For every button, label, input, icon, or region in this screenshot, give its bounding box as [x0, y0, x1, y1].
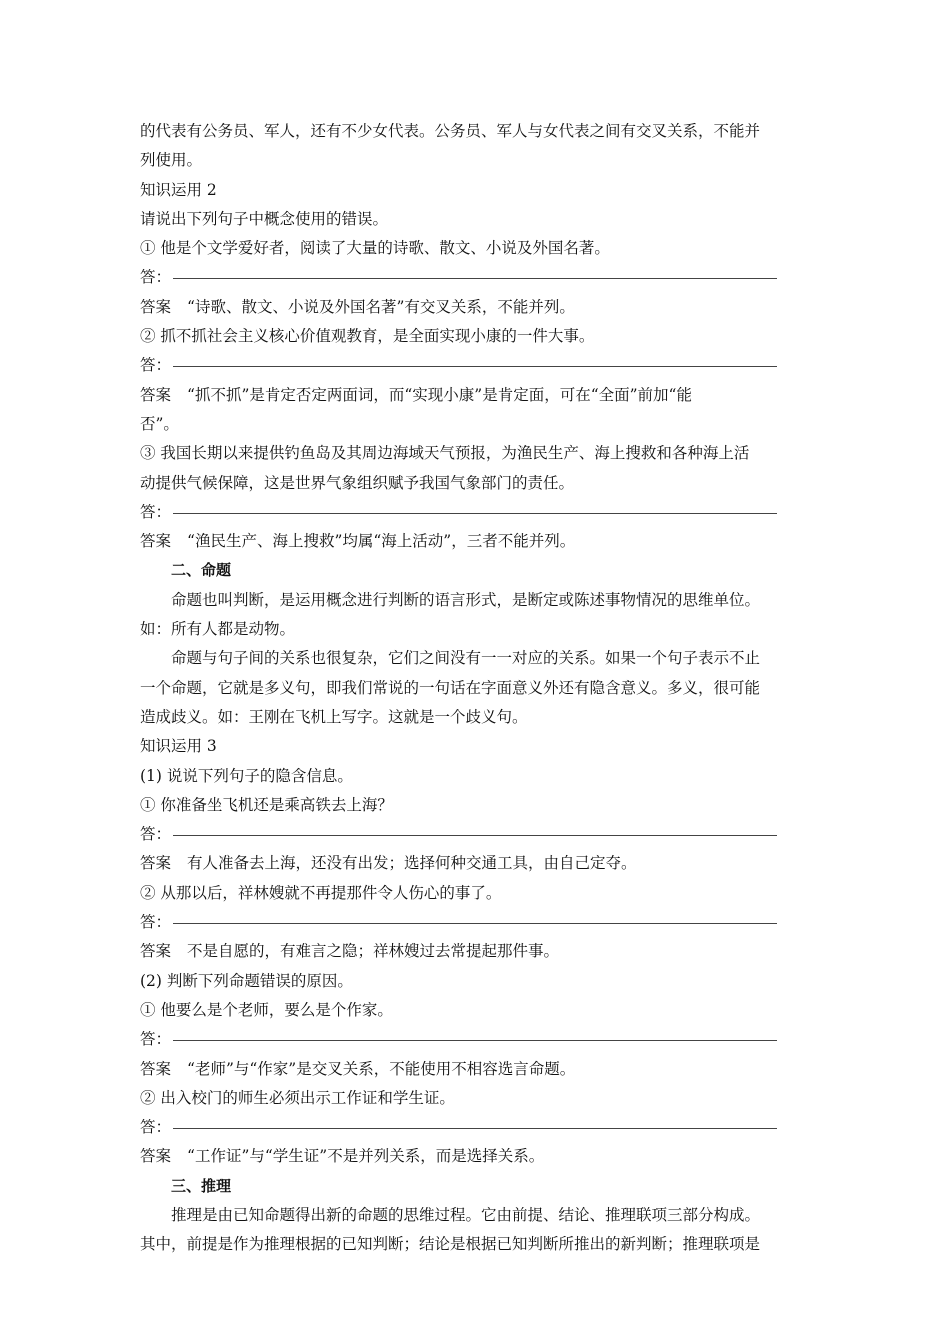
question: ② 从那以后，祥林嫂就不再提那件令人伤心的事了。 [140, 883, 502, 902]
answer-label: 答案 [140, 1147, 172, 1166]
answer-prompt: 答： [140, 1118, 172, 1137]
paragraph-line: 一个命题，它就是多义句，即我们常说的一句话在字面意义外还有隐含意义。多义，很可能 [140, 678, 761, 697]
answer [140, 527, 812, 556]
answer-prompt: 答： [140, 502, 172, 521]
section-title: 知识运用 2 [140, 180, 217, 199]
answer-rule [173, 366, 777, 367]
answer-text: “抓不抓”是肯定否定两面词，而“实现小康”是肯定面，可在“全面”前加“能 [187, 385, 692, 404]
answer-blank [140, 1113, 812, 1142]
question: ② 出入校门的师生必须出示工作证和学生证。 [140, 1088, 455, 1107]
answer-rule [173, 835, 777, 836]
answer-continuation: 否”。 [140, 414, 179, 433]
answer-text: 不是自愿的，有难言之隐；祥林嫂过去常提起那件事。 [187, 942, 560, 961]
answer-blank [140, 498, 812, 527]
question: ① 他要么是个老师，要么是个作家。 [140, 1000, 393, 1019]
answer-blank [140, 820, 812, 849]
section-heading: 二、命题 [171, 561, 232, 580]
paragraph-line: 其中，前提是作为推理根据的已知判断；结论是根据已知判断所推出的新判断；推理联项是 [140, 1235, 761, 1254]
answer-label: 答案 [140, 532, 172, 551]
paragraph-line: 推理是由已知命题得出新的命题的思维过程。它由前提、结论、推理联项三部分构成。 [171, 1205, 761, 1224]
question: ① 他是个文学爱好者，阅读了大量的诗歌、散文、小说及外国名著。 [140, 239, 610, 258]
exercise-prompt: 请说出下列句子中概念使用的错误。 [140, 209, 389, 228]
answer-prompt: 答： [140, 268, 172, 287]
answer [140, 937, 812, 966]
answer-label: 答案 [140, 1059, 172, 1078]
answer [140, 849, 812, 878]
answer-prompt: 答： [140, 825, 172, 844]
document-body [140, 117, 812, 1260]
answer [140, 381, 812, 410]
text-line: 列使用。 [140, 151, 203, 170]
answer-blank [140, 263, 812, 292]
question: ② 抓不抓社会主义核心价值观教育，是全面实现小康的一件大事。 [140, 327, 595, 346]
answer-label: 答案 [140, 942, 172, 961]
paragraph-line: 如：所有人都是动物。 [140, 620, 296, 639]
answer-text: 有人准备去上海，还没有出发；选择何种交通工具，由自己定夺。 [187, 854, 637, 873]
paragraph-line: 造成歧义。如：王刚在飞机上写字。这就是一个歧义句。 [140, 707, 528, 726]
answer-rule [173, 513, 777, 514]
answer-rule [173, 1040, 777, 1041]
question: ① 你准备坐飞机还是乘高铁去上海？ [140, 795, 393, 814]
paragraph-line: 命题也叫判断，是运用概念进行判断的语言形式，是断定或陈述事物情况的思维单位。 [171, 590, 761, 609]
answer-prompt: 答： [140, 356, 172, 375]
exercise-prompt: (1) 说说下列句子的隐含信息。 [140, 766, 353, 785]
exercise-prompt: (2) 判断下列命题错误的原因。 [140, 971, 353, 990]
paragraph-line: 命题与句子间的关系也很复杂，它们之间没有一一对应的关系。如果一个句子表示不止 [171, 649, 761, 668]
answer [140, 1055, 812, 1084]
answer-prompt: 答： [140, 1030, 172, 1049]
answer-label: 答案 [140, 297, 172, 316]
answer-text: “诗歌、散文、小说及外国名著”有交叉关系，不能并列。 [187, 297, 575, 316]
section-title: 知识运用 3 [140, 737, 217, 756]
answer-blank [140, 908, 812, 937]
section-heading: 三、推理 [171, 1176, 232, 1195]
answer [140, 1142, 812, 1171]
answer-rule [173, 278, 777, 279]
answer-text: “老师”与“作家”是交叉关系，不能使用不相容选言命题。 [187, 1059, 576, 1078]
answer-label: 答案 [140, 854, 172, 873]
answer-text: “工作证”与“学生证”不是并列关系，而是选择关系。 [187, 1147, 545, 1166]
answer-rule [173, 1128, 777, 1129]
answer-text: “渔民生产、海上搜救”均属“海上活动”，三者不能并列。 [187, 532, 576, 551]
answer-prompt: 答： [140, 913, 172, 932]
answer-blank [140, 351, 812, 380]
answer-rule [173, 923, 777, 924]
text-line: 的代表有公务员、军人，还有不少女代表。公务员、军人与女代表之间有交叉关系，不能并 [140, 122, 761, 140]
question: ③ 我国长期以来提供钓鱼岛及其周边海域天气预报，为渔民生产、海上搜救和各种海上活 [140, 444, 750, 463]
answer-label: 答案 [140, 385, 172, 404]
answer [140, 293, 812, 322]
answer-blank [140, 1025, 812, 1054]
question-continuation: 动提供气候保障，这是世界气象组织赋予我国气象部门的责任。 [140, 473, 575, 492]
